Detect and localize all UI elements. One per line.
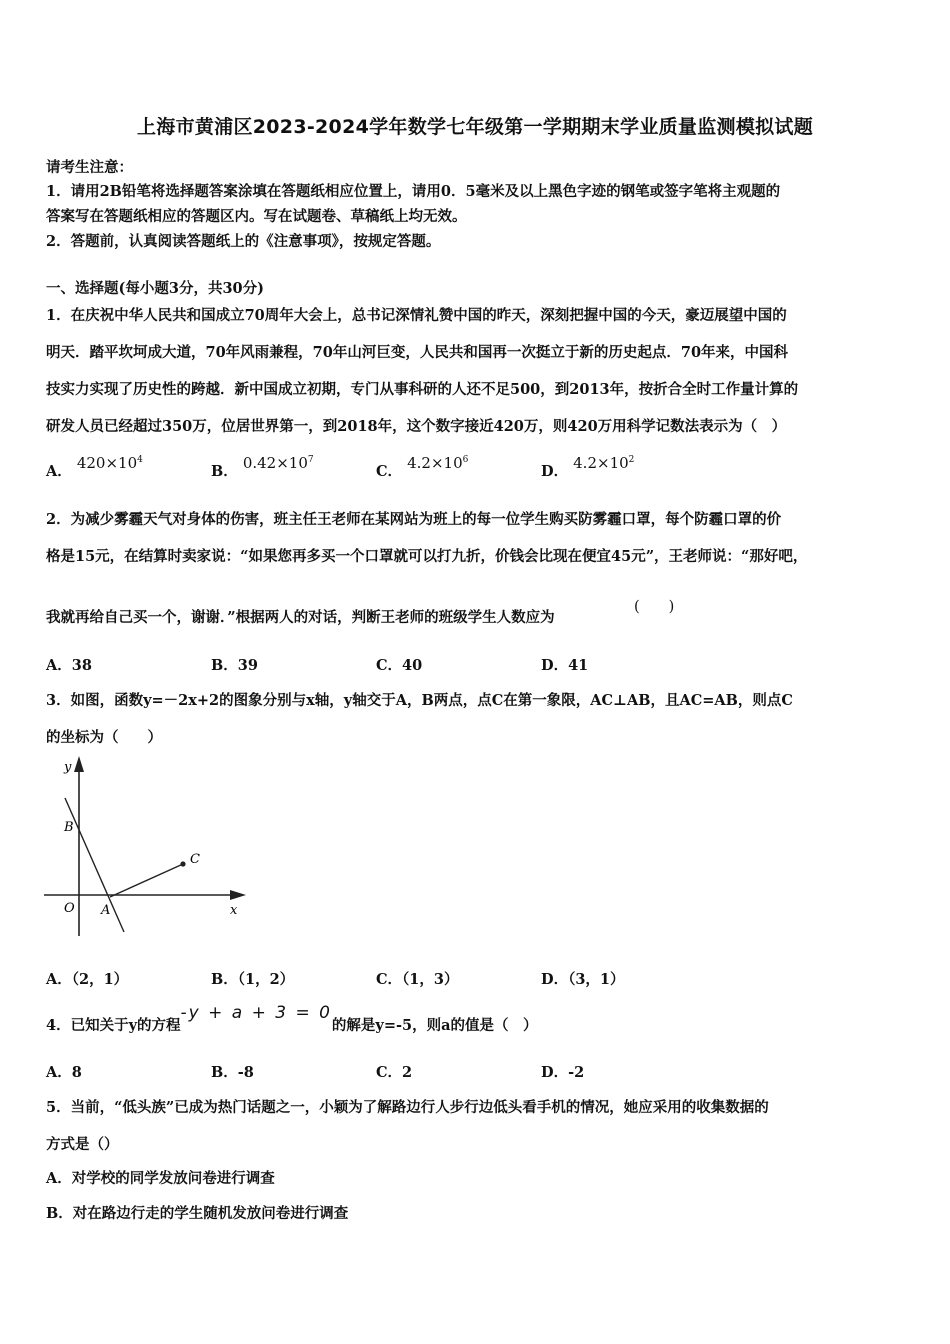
q2-line-1: 2．为减少雾霾天气对身体的伤害，班主任王老师在某网站为班上的每一位学生购买防雾霾口罩，每个防霾口罩的价 — [46, 511, 782, 528]
y-axis-arrow — [74, 756, 84, 772]
notice-line-2: 答案写在答题纸相应的答题区内。写在试题卷、草稿纸上均无效。 — [46, 208, 467, 225]
q3-figure — [40, 752, 255, 942]
q4-equation: -y + a + 3 = 0 — [180, 1003, 332, 1023]
notice-line-3: 2．答题前，认真阅读答题纸上的《注意事项》，按规定答题。 — [46, 233, 441, 250]
q4-option-d: D．-2 — [541, 1064, 585, 1081]
q1-line-1: 1．在庆祝中华人民共和国成立70周年大会上，总书记深情礼赞中国的昨天，深刻把握中国的今天，豪迈展望中国的 — [46, 307, 787, 324]
q4-line: 4．已知关于y的方程-y + a + 3 = 0的解是y=-5，则a的值是（ ） — [46, 1003, 538, 1034]
q2-option-c: C．40 — [376, 657, 423, 674]
point-c — [180, 861, 185, 866]
q1-line-3: 技实力实现了历史性的跨越．新中国成立初期，专门从事科研的人还不足500，到2013年，按折合全时工作量计算的 — [46, 381, 799, 398]
notice-heading: 请考生注意： — [46, 159, 133, 176]
q3-option-b: B．（1，2） — [211, 971, 295, 988]
section-heading: 一、选择题(每小题3分，共30分) — [46, 280, 264, 297]
x-axis-arrow — [230, 890, 246, 900]
q2-option-d: D．41 — [541, 657, 589, 674]
q2-line-3: 我就再给自己买一个，谢谢．”根据两人的对话，判断王老师的班级学生人数应为 — [46, 609, 555, 626]
q1-option-d: D． $4.2\times 10^2$ — [541, 454, 635, 480]
label-b: B — [64, 820, 74, 835]
q5-line-2: 方式是（） — [46, 1136, 119, 1153]
label-c: C — [190, 852, 200, 867]
page-title: 上海市黄浦区2023-2024学年数学七年级第一学期期末学业质量监测模拟试题 — [136, 116, 814, 138]
segment-ac — [110, 864, 183, 897]
label-a: A — [101, 903, 111, 918]
q1-line-2: 明天．踏平坎坷成大道，70年风雨兼程，70年山河巨变，人民共和国再一次挺立于新的历史起点．70年来，中国科 — [46, 344, 789, 361]
q3-option-c: C．（1，3） — [376, 971, 459, 988]
notice-line-1: 1．请用2B铅笔将选择题答案涂填在答题纸相应位置上，请用0．5毫米及以上黑色字迹的钢笔或签字笔将主观题的 — [46, 183, 781, 200]
q2-option-b: B．39 — [211, 657, 258, 674]
q4-option-b: B．-8 — [211, 1064, 254, 1081]
q5-option-b: B．对在路边行走的学生随机发放问卷进行调查 — [46, 1205, 349, 1222]
q2-option-a: A．38 — [46, 657, 92, 674]
q2-answer-paren: ( ) — [634, 599, 675, 615]
q1-option-a: A． $420\times 10^4$ — [46, 454, 143, 480]
q3-option-a: A．（2，1） — [46, 971, 129, 988]
q4-option-a: A．8 — [46, 1064, 82, 1081]
q3-line-1: 3．如图，函数y=－2x+2的图象分别与x轴，y轴交于A，B两点，点C在第一象限，AC⊥AB，且AC=AB，则点C — [46, 692, 793, 709]
label-x: x — [230, 903, 238, 918]
q1-option-b: B． $0.42\times 10^7$ — [211, 454, 314, 480]
label-y: y — [64, 760, 72, 775]
q2-line-2: 格是15元，在结算时卖家说：“如果您再多买一个口罩就可以打九折，价钱会比现在便宜45元”，王老师说：“那好吧， — [46, 548, 808, 565]
q1-option-c: C． $4.2\times 10^6$ — [376, 454, 469, 480]
q3-option-d: D．（3，1） — [541, 971, 625, 988]
q1-line-4: 研发人员已经超过350万，位居世界第一，到2018年，这个数字接近420万，则420万用科学记数法表示为（ ） — [46, 418, 787, 435]
q3-line-2: 的坐标为（ ） — [46, 729, 162, 746]
q5-line-1: 5．当前，“低头族”已成为热门话题之一，小颖为了解路边行人步行边低头看手机的情况，她应采用的收集数据的 — [46, 1099, 769, 1116]
q5-option-a: A．对学校的同学发放问卷进行调查 — [46, 1170, 275, 1187]
label-o: O — [64, 901, 75, 916]
q4-option-c: C．2 — [376, 1064, 413, 1081]
